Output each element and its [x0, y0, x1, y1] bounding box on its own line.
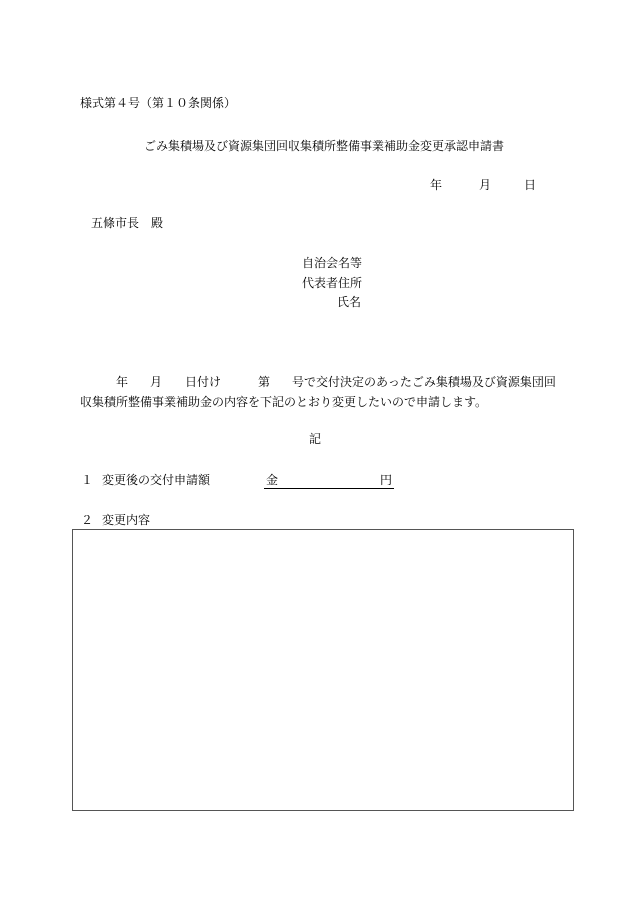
applicant-rep-address-label: 代表者住所 — [302, 276, 363, 290]
ki-heading: 記 — [309, 432, 322, 446]
body-month: 月 — [150, 375, 163, 389]
date-year-label: 年 — [430, 178, 443, 192]
item-1-label: 変更後の交付申請額 — [102, 473, 211, 487]
item-1-number: １ — [81, 473, 94, 487]
body-year: 年 — [116, 375, 129, 389]
amount-field[interactable] — [264, 474, 394, 489]
date-day-label: 日 — [524, 178, 537, 192]
body-dated: 日付け — [185, 375, 222, 389]
change-details-box[interactable] — [72, 529, 574, 811]
amount-prefix: 金 — [266, 473, 279, 487]
body-dai: 第 — [258, 375, 271, 389]
addressee: 五條市長 殿 — [91, 216, 164, 230]
item-2-label: 変更内容 — [102, 513, 151, 527]
applicant-name-label: 氏名 — [337, 295, 362, 309]
body-rest: 号で交付決定のあったごみ集積場及び資源集団回 — [292, 375, 556, 389]
form-number: 様式第４号（第１０条関係） — [80, 96, 237, 110]
document-title: ごみ集積場及び資源集団回収集積所整備事業補助金変更承認申請書 — [144, 139, 505, 153]
applicant-org-label: 自治会名等 — [302, 256, 363, 270]
amount-suffix: 円 — [379, 473, 392, 487]
body-text-line-2: 収集積所整備事業補助金の内容を下記のとおり変更したいので申請します。 — [80, 395, 488, 409]
date-month-label: 月 — [479, 178, 492, 192]
item-2-number: ２ — [81, 513, 94, 527]
